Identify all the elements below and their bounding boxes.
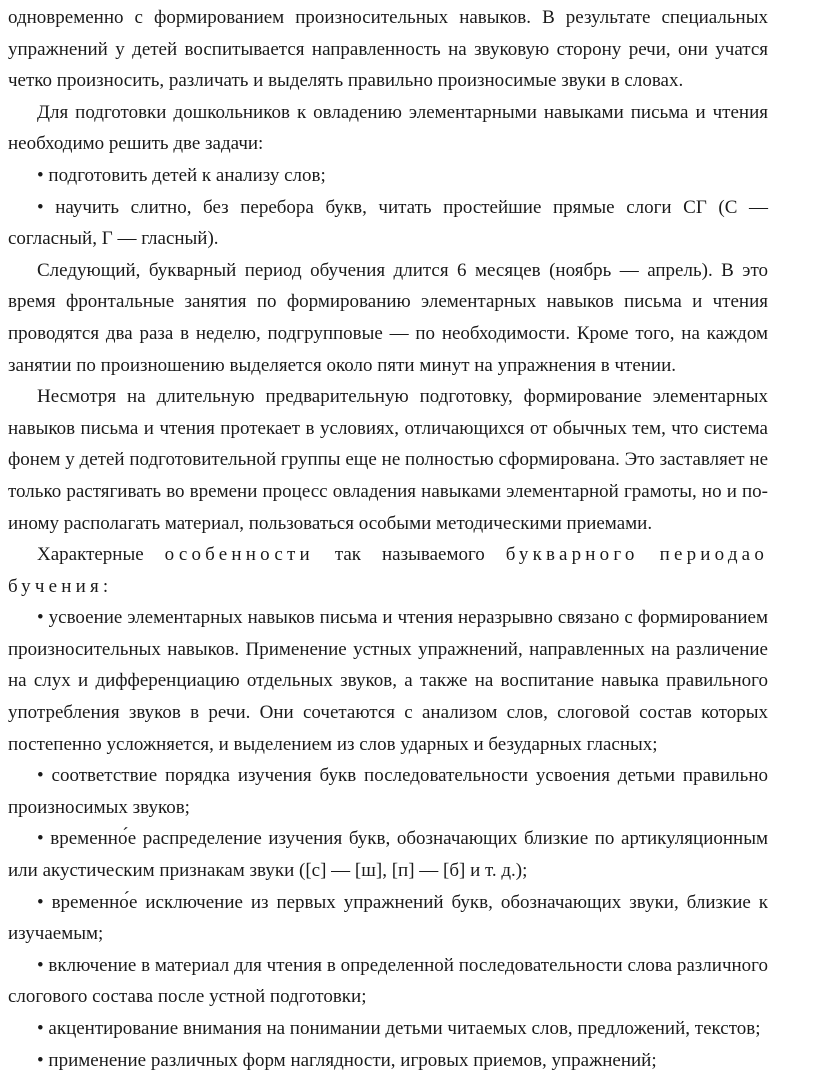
bullet-item: • применение различных форм наглядности, игровых приемов, упражнений; xyxy=(37,1049,657,1071)
bullet-item: • акцентирование внимания на понимании детьми читаемых слов, предложений, текстов; xyxy=(37,1018,761,1039)
heading-word-spaced: бучения: xyxy=(8,575,113,597)
heading-word: Характерные xyxy=(37,544,144,566)
bullet-item: • подготовить детей к анализу слов; xyxy=(37,164,326,186)
spaced-heading-paragraph xyxy=(8,539,768,571)
heading-word-spaced: букварного xyxy=(505,544,639,566)
bullet-item: • соответствие порядка изучения букв последовательности усвоения детьми правильно произносимых звуков; xyxy=(8,765,768,818)
paragraph: одновременно с формированием произносительных навыков. В результате специальных упражнений у детей воспитывается направленность на звуковую сторону речи, они учатся четко произносить, различать и выделять правильно произносимые звуки в словах. xyxy=(8,7,768,92)
bullet-item: • временно́е исключение из первых упражнений букв, обозначающих звуки, близкие к изучаемым; xyxy=(8,891,768,945)
heading-word-spaced: периодао xyxy=(659,544,769,566)
paragraph: Несмотря на длительную предварительную подготовку, формирование элементарных навыков письма и чтения протекает в условиях, отличающихся от обычных тем, что система фонем у детей подготовительной группы еще не полностью сформирована. Это заставляет не только растягивать во времени процесс овладения навыками элементарной грамоты, но и по-иному располагать материал, пользоваться особыми методическими приемами. xyxy=(8,386,768,534)
bullet-item: • временно́е распределение изучения букв, обозначающих близкие по артикуляционным или акустическим признакам звуки ([с] — [ш], [п] — [б] и т. д.); xyxy=(8,828,768,882)
bullet-item: • научить слитно, без перебора букв, читать простейшие прямые слоги СГ (С — согласный, Г — гласный). xyxy=(8,196,768,250)
bullet-item: • включение в материал для чтения в определенной последовательности слова различного слогового состава после устной подготовки; xyxy=(8,954,768,1008)
heading-word: так называемого xyxy=(334,544,485,566)
heading-word-spaced: особенности xyxy=(164,544,314,566)
spaced-heading-continuation xyxy=(8,571,768,603)
paragraph: Следующий, букварный период обучения длится 6 месяцев (ноябрь — апрель). В это время фронтальные занятия по формированию элементарных навыков письма и чтения проводятся два раза в неделю, подгрупповые — по необходимости. Кроме того, на каждом занятии по произношению выделяется около пяти минут на упражнения в чтении. xyxy=(8,259,768,376)
paragraph: Для подготовки дошкольников к овладению элементарными навыками письма и чтения необходимо решить две задачи: xyxy=(8,101,768,155)
bullet-item: • усвоение элементарных навыков письма и чтения неразрывно связано с формированием произносительных навыков. Применение устных упражнений, направленных на различение на слух и дифференциацию отдельных звуков, а также на воспитание навыка правильного употребления звуков в речи. Они сочетаются с анализом слов, слоговой состав которых постепенно усложняется, и выделением из слов ударных и безударных гласных; xyxy=(8,607,768,755)
